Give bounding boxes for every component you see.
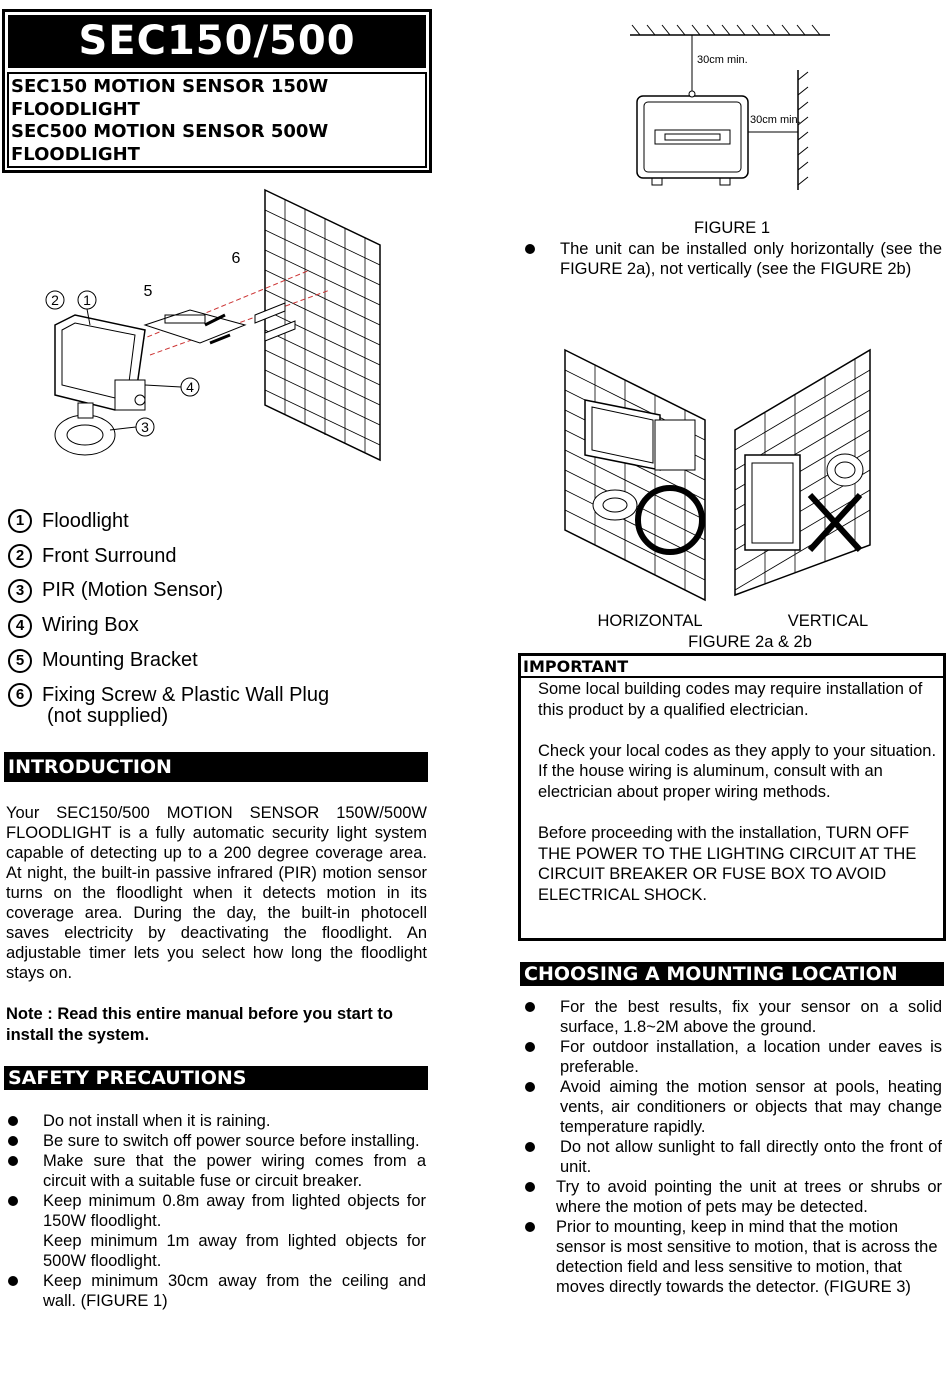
part-number: 3 <box>8 579 32 603</box>
list-item <box>8 539 428 574</box>
figure1-caption: FIGURE 1 <box>693 219 771 237</box>
list-item-extra-text: Keep minimum 1m away from lighted objects for 500W floodlight. <box>43 1232 426 1270</box>
bullet-icon <box>8 1196 18 1206</box>
part-number: 6 <box>8 683 32 707</box>
ceiling-clearance-label: 30cm min. <box>697 54 748 66</box>
callout-3: 3 <box>141 419 149 435</box>
bullet-icon <box>525 1222 535 1232</box>
list-item-text: Keep minimum 0.8m away from lighted objects for 150W floodlight. <box>43 1192 426 1230</box>
bullet-icon <box>8 1136 18 1146</box>
mounting-heading: CHOOSING A MOUNTING LOCATION <box>520 962 944 986</box>
parts-list <box>8 504 428 728</box>
list-item-text: Prior to mounting, keep in mind that the motion sensor is most sensitive to motion, that is across the detection field and less sensitive to motion, that moves directly towards the detector. (FIGURE 3) <box>556 1218 938 1296</box>
important-paragraph: Some local building codes may require installation of this product by a qualified electrician. <box>538 680 923 719</box>
list-item <box>8 643 428 678</box>
list-item <box>525 1137 942 1177</box>
horizontal-label: HORIZONTAL <box>597 612 703 630</box>
introduction-body: Your SEC150/500 MOTION SENSOR 150W/500W FLOODLIGHT is a fully automatic security light system capable of detecting up to a 200 degree coverage area. At night, the built-in passive infrared (PIR) motion sensor turns on the floodlight when it detects motion in its coverage area. During the day, the built-in photocell saves electricity by deactivating the floodlight. An adjustable timer lets you select how long the floodlight stays on. <box>6 804 427 982</box>
subtitle-line: SEC150 MOTION SENSOR 150W <box>11 76 329 97</box>
part-label: Fixing Screw & Plastic Wall Plug <box>42 683 330 706</box>
important-heading: IMPORTANT <box>521 656 943 678</box>
part-label: PIR (Motion Sensor) <box>42 579 224 602</box>
safety-list <box>8 1111 426 1311</box>
callout-6: 6 <box>231 250 241 267</box>
list-item-text: Make sure that the power wiring comes from a circuit with a suitable fuse or circuit breaker. <box>43 1152 426 1190</box>
subtitle-line: FLOODLIGHT <box>11 98 140 120</box>
list-item-text: Avoid aiming the motion sensor at pools, heating vents, air conditioners or objects that may change temperature rapidly. <box>560 1078 942 1136</box>
bullet-icon <box>525 1002 535 1012</box>
list-item-text: For the best results, fix your sensor on a solid surface, 1.8~2M above the ground. <box>560 998 942 1036</box>
list-item-text: Do not install when it is raining. <box>43 1112 271 1130</box>
important-paragraph: Before proceeding with the installation, TURN OFF THE POWER TO THE LIGHTING CIRCUIT AT THE CIRCUIT BREAKER OR FUSE BOX TO AVOID ELECTRICAL SHOCK. <box>538 824 917 904</box>
list-item-text: Try to avoid pointing the unit at trees or shrubs or where the motion of pets may be detected. <box>556 1178 942 1216</box>
important-text <box>538 679 938 926</box>
part-label: Front Surround <box>42 544 177 567</box>
wall-clearance-label: 30cm min. <box>750 114 801 126</box>
list-item <box>8 1271 426 1311</box>
bullet-icon <box>8 1156 18 1166</box>
subtitle-line: SEC500 MOTION SENSOR 500W <box>11 121 329 142</box>
part-label: Mounting Bracket <box>42 649 198 672</box>
callout-2: 2 <box>51 292 59 308</box>
part-label: Wiring Box <box>42 614 139 637</box>
bullet-icon <box>8 1276 18 1286</box>
list-item <box>8 608 428 643</box>
list-item <box>8 1131 426 1151</box>
bullet-icon <box>525 1142 535 1152</box>
list-item <box>8 1111 426 1131</box>
list-item <box>8 504 428 539</box>
list-item <box>525 1077 942 1137</box>
introduction-note: Note : Read this entire manual before you start to install the system. <box>6 1005 393 1044</box>
list-item-text: For outdoor installation, a location under eaves is preferable. <box>560 1038 942 1076</box>
part-label: Floodlight <box>42 509 129 532</box>
part-number: 4 <box>8 614 32 638</box>
introduction-heading: INTRODUCTION <box>4 752 428 782</box>
part-number: 1 <box>8 509 32 533</box>
list-item <box>525 1217 942 1297</box>
list-item <box>8 1191 426 1271</box>
mounting-list <box>525 997 942 1297</box>
list-item-text: Be sure to switch off power source before installing. <box>43 1132 420 1150</box>
bullet-icon <box>525 1182 535 1192</box>
list-item <box>525 997 942 1037</box>
model-title: SEC150/500 <box>8 15 426 68</box>
list-item <box>525 1177 942 1217</box>
part-continuation: (not supplied) <box>47 704 169 727</box>
figure1-clearance-diagram <box>620 20 940 210</box>
list-item <box>8 1151 426 1191</box>
part-number: 5 <box>8 649 32 673</box>
bullet-icon <box>525 244 535 254</box>
exploded-assembly-diagram <box>40 185 390 465</box>
figure2-orientation-diagram <box>560 345 880 605</box>
bullet-icon <box>8 1116 18 1126</box>
callout-1: 1 <box>83 292 91 308</box>
figure2-caption: FIGURE 2a & 2b <box>688 633 812 651</box>
safety-heading: SAFETY PRECAUTIONS <box>4 1066 428 1090</box>
important-paragraph: Check your local codes as they apply to your situation. If the house wiring is aluminum, consult with an electrician about proper wiring methods. <box>538 741 937 801</box>
list-item-text: Do not allow sunlight to fall directly onto the front of unit. <box>560 1138 942 1176</box>
subtitle-line: FLOODLIGHT <box>11 143 140 165</box>
bullet-icon <box>525 1042 535 1052</box>
product-subtitle <box>7 72 427 168</box>
callout-4: 4 <box>186 379 194 395</box>
part-number: 2 <box>8 544 32 568</box>
list-item <box>525 1037 942 1077</box>
list-item-text: Keep minimum 30cm away from the ceiling and wall. (FIGURE 1) <box>43 1272 426 1310</box>
install-orientation-note <box>525 239 942 279</box>
bullet-icon <box>525 1082 535 1092</box>
vertical-label: VERTICAL <box>787 612 869 630</box>
install-note-text: The unit can be installed only horizontally (see the FIGURE 2a), not vertically (see the FIGURE 2b) <box>560 240 942 278</box>
callout-5: 5 <box>143 283 153 300</box>
list-item <box>8 574 428 609</box>
